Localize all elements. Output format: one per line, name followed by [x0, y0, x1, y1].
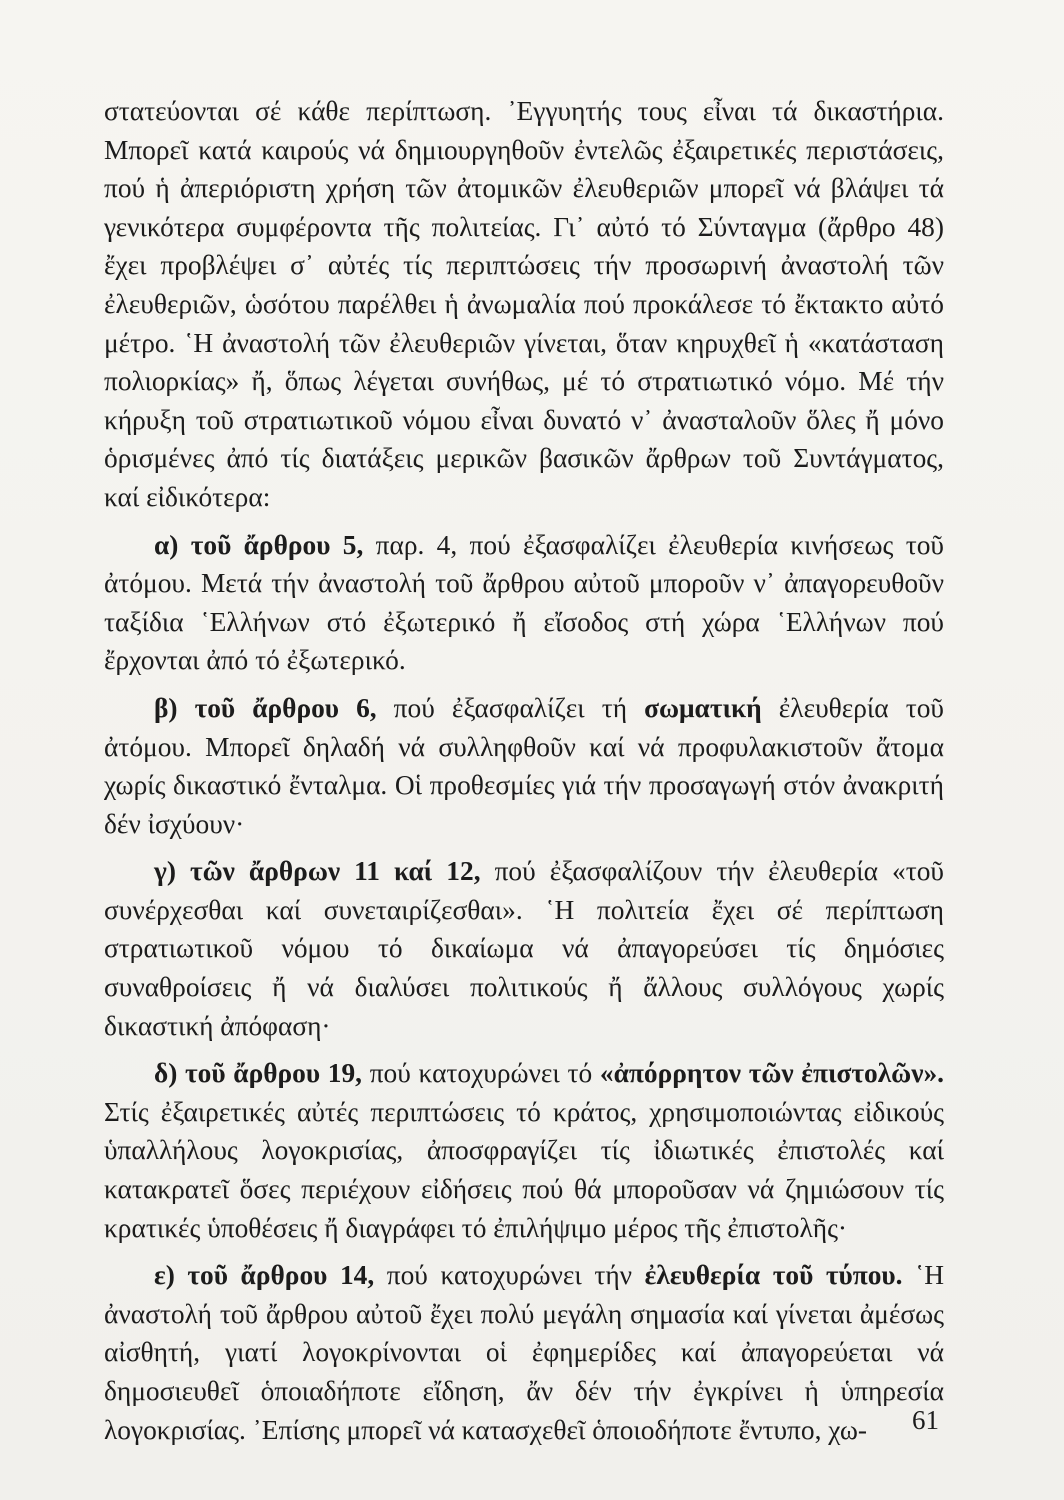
intro-paragraph: στατεύονται σέ κάθε περίπτωση. ᾿Εγγυητής τους εἶναι τά δικαστήρια. Μπορεῖ κατά καιρούς νά δημιουργηθοῦν ἐντελῶς ἐξαιρετικές περιστάσεις, πού ἡ ἀπεριόριστη χρήση τῶν ἀτομικῶν ἐλευθεριῶν μπορεῖ νά βλάψει τά γενικότερα συμφέροντα τῆς πολιτείας. Γι᾿ αὐτό τό Σύνταγμα (ἄρθρο 48) ἔχει προβλέψει σ᾿ αὐτές τίς περιπτώσεις τήν προσωρινή ἀναστολή τῶν ἐλευθεριῶν, ὡσότου παρέλθει ἡ ἀνωμαλία πού προκάλεσε τό ἔκτακτο αὐτό μέτρο. ῾Η ἀναστολή τῶν ἐλευθεριῶν γίνεται, ὅταν κηρυχθεῖ ἡ «κατάσταση πολιορκίας» ἤ, ὅπως λέγεται συνήθως, μέ τό στρατιωτικό νόμο. Μέ τήν κήρυξη τοῦ στρατιωτικοῦ νόμου εἶναι δυνατό ν᾿ ἀνασταλοῦν ὅλες ἤ μόνο ὁρισμένες ἀπό τίς διατάξεις μερικῶν βασικῶν ἄρθρων τοῦ Συντάγματος, καί εἰδικότερα: [104, 96, 944, 512]
item-e-heading: ε) τοῦ ἄρθρου 14, [154, 1260, 375, 1291]
page-number: 61 [912, 1405, 939, 1435]
item-c-text: πού ἐξασφαλίζουν τήν ἐλευθερία «τοῦ συνέρχεσθαι καί συνεταιρίζεσθαι». ῾Η πολιτεία ἔχει σέ περίπτωση στρατιωτικοῦ νόμου τό δικαίωμα νά ἀπαγορεύσει τίς δημόσιες συναθροίσεις ἤ νά διαλύσει πολιτικούς ἤ ἄλλους συλλόγους χωρίς δικαστική ἀπόφαση· [104, 856, 944, 1041]
item-b-heading: β) τοῦ ἄρθρου 6, [154, 692, 377, 723]
item-d-paragraph [104, 1054, 944, 1247]
item-c-heading: γ) τῶν ἄρθρων 11 καί 12, [154, 856, 481, 887]
item-a-paragraph [104, 526, 944, 680]
item-a-text: παρ. 4, πού ἐξασφαλίζει ἐλευθερία κινήσεως τοῦ ἀτόμου. Μετά τήν ἀναστολή τοῦ ἄρθρου αὐτοῦ μποροῦν ν᾿ ἀπαγορευθοῦν ταξίδια ῾Ελλήνων στό ἐξωτερικό ἤ εἴσοδος στή χώρα ῾Ελλήνων πού ἔρχονται ἀπό τό ἐξωτερικό. [104, 529, 944, 676]
item-b-text: ἐλευθερία τοῦ ἀτόμου. Μπορεῖ δηλαδή νά συλληφθοῦν καί νά προφυλακιστοῦν ἄτομα χωρίς δικαστικό ἔνταλμα. Οἱ προθεσμίες γιά τήν προσαγωγή στόν ἀνακριτή δέν ἰσχύουν· [104, 692, 944, 839]
item-d-text: Στίς ἐξαιρετικές αὐτές περιπτώσεις τό κράτος, χρησιμοποιώντας εἰδικούς ὑπαλλήλους λογοκρισίας, ἀποσφραγίζει τίς ἰδιωτικές ἐπιστολές καί κατακρατεῖ ὅσες περιέχουν εἰδήσεις πού θά μποροῦσαν νά ζημιώσουν τίς κρατικές ὑποθέσεις ἤ διαγράφει τό ἐπιλήψιμο μέρος τῆς ἐπιστολῆς· [104, 1096, 944, 1243]
item-d-heading: δ) τοῦ ἄρθρου 19, [154, 1058, 363, 1089]
item-a-heading: α) τοῦ ἄρθρου 5, [154, 529, 364, 560]
item-e-intro: πού κατοχυρώνει τήν [374, 1260, 645, 1291]
item-c-paragraph [104, 852, 944, 1045]
item-e-emphasis: ἐλευθερία τοῦ τύπου. [644, 1260, 903, 1291]
item-d-emphasis: «ἀπόρρητον τῶν ἐπιστολῶν». [599, 1058, 944, 1089]
item-b-intro: πού ἐξασφαλίζει τή [376, 692, 645, 723]
item-b-paragraph [104, 689, 944, 843]
item-d-intro: πού κατοχυρώνει τό [362, 1058, 600, 1089]
item-e-paragraph [104, 1256, 944, 1449]
item-b-emphasis: σωματική [644, 692, 762, 723]
item-e-text: ῾Η ἀναστολή τοῦ ἄρθρου αὐτοῦ ἔχει πολύ μεγάλη σημασία καί γίνεται ἀμέσως αἰσθητή, γιατί λογοκρίνονται οἱ ἐφημερίδες καί ἀπαγορεύεται νά δημοσιευθεῖ ὁποιαδήποτε εἴδηση, ἄν δέν τήν ἐγκρίνει ἡ ὑπηρεσία λογοκρισίας. ᾿Επίσης μπορεῖ νά κατασχεθεῖ ὁποιοδήποτε ἔντυπο, χω- [104, 1260, 944, 1445]
body-text [104, 92, 944, 1449]
